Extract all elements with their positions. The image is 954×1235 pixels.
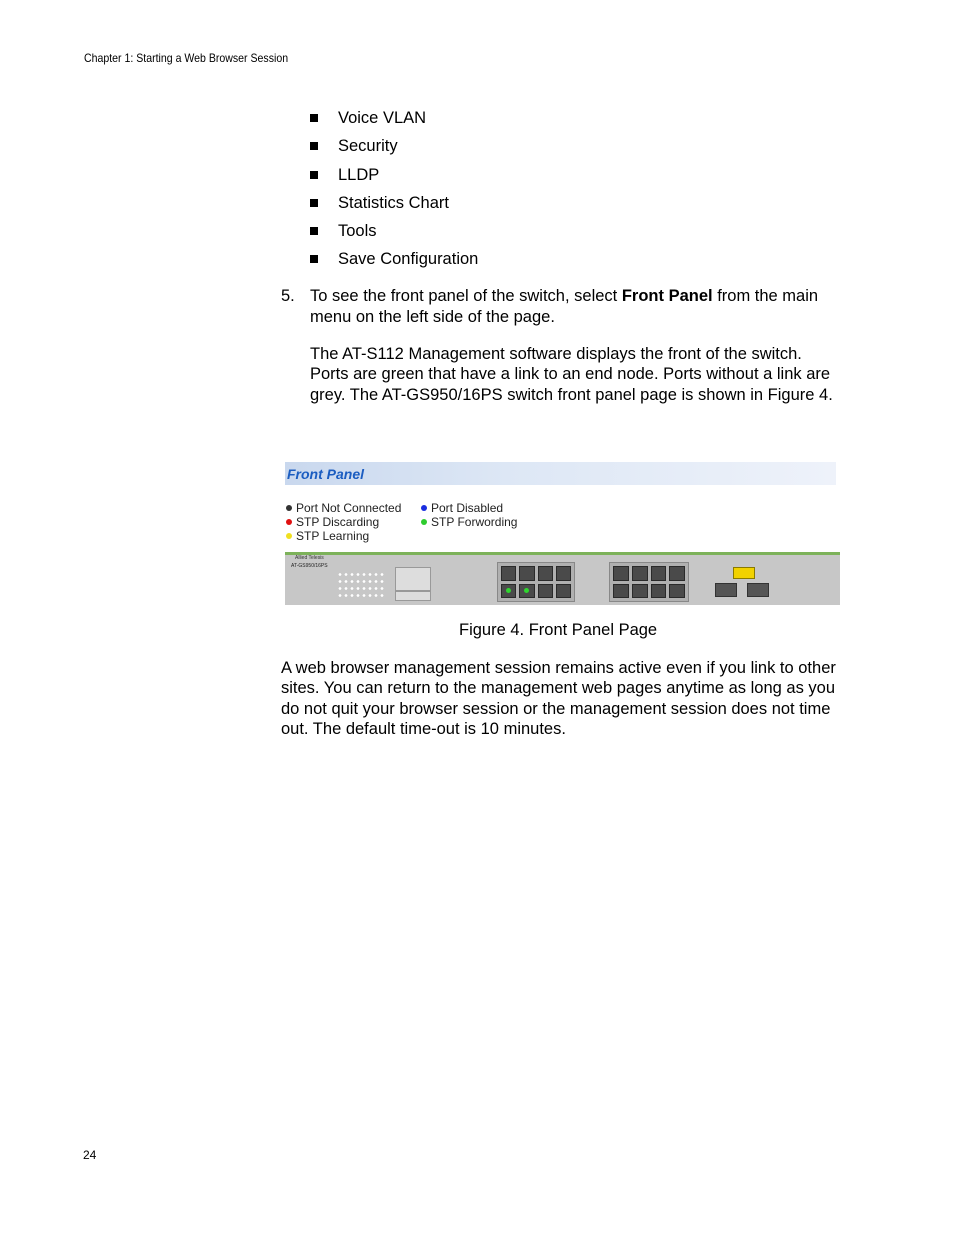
- switch-info-panel-lower: [395, 591, 431, 601]
- list-item: Security: [310, 135, 478, 163]
- rj45-port[interactable]: [632, 566, 648, 581]
- port-block-9-16: [609, 562, 689, 602]
- page-number: 24: [83, 1148, 97, 1162]
- rj45-port[interactable]: [519, 566, 534, 581]
- legend-dot-icon: [286, 505, 292, 511]
- rj45-port[interactable]: [538, 566, 553, 581]
- rj45-port[interactable]: [669, 566, 685, 581]
- status-led-grid: [337, 571, 385, 601]
- bullet-square-icon: [310, 114, 318, 122]
- legend-stp-learning: STP Learning: [286, 529, 369, 543]
- front-panel-figure: [285, 462, 840, 606]
- switch-front-panel-image: [285, 552, 840, 605]
- legend-dot-icon: [421, 519, 427, 525]
- legend-port-disabled: Port Disabled: [421, 501, 503, 515]
- sfp-port[interactable]: [715, 583, 737, 597]
- list-item: Save Configuration: [310, 248, 478, 276]
- front-panel-term: Front Panel: [621, 287, 713, 305]
- switch-brand-logo: Allied Telesis: [295, 555, 324, 561]
- list-item: Statistics Chart: [310, 192, 478, 220]
- legend-stp-forwording: STP Forwording: [421, 515, 517, 529]
- rj45-port[interactable]: [501, 584, 516, 599]
- rj45-port[interactable]: [632, 584, 648, 599]
- warning-label-icon: [733, 567, 755, 579]
- list-item: Voice VLAN: [310, 107, 478, 135]
- sfp-port[interactable]: [747, 583, 769, 597]
- rj45-port[interactable]: [613, 584, 629, 599]
- front-panel-title: Front Panel: [287, 466, 365, 482]
- running-header: Chapter 1: Starting a Web Browser Session: [84, 51, 289, 65]
- bullet-square-icon: [310, 199, 318, 207]
- rj45-port[interactable]: [613, 566, 629, 581]
- bullet-square-icon: [310, 255, 318, 263]
- front-panel-title-bar: [285, 462, 836, 485]
- legend-stp-discarding: STP Discarding: [286, 515, 379, 529]
- step-number: 5.: [281, 287, 295, 305]
- bullet-square-icon: [310, 227, 318, 235]
- legend-port-not-connected: Port Not Connected: [286, 501, 401, 515]
- legend-dot-icon: [286, 533, 292, 539]
- step-text: To see the front panel of the switch, select Front Panel from the main menu on the left side of the page.: [310, 287, 819, 326]
- bullet-square-icon: [310, 142, 318, 150]
- rj45-port[interactable]: [556, 584, 571, 599]
- rj45-port[interactable]: [651, 566, 667, 581]
- switch-model-label: AT-GS950/16PS: [291, 563, 328, 569]
- bullet-list: [310, 107, 478, 277]
- list-item: LLDP: [310, 164, 478, 192]
- bullet-square-icon: [310, 171, 318, 179]
- rj45-port[interactable]: [651, 584, 667, 599]
- port-block-1-8: [497, 562, 575, 602]
- rj45-port[interactable]: [669, 584, 685, 599]
- legend-dot-icon: [286, 519, 292, 525]
- paragraph-front-panel-description: The AT-S112 Management software displays the front of the switch. Ports are green that have a link to an end node. Ports without a link are grey. The AT-GS950/16PS switch front panel page is shown in Figure 4.: [310, 345, 833, 404]
- rj45-port[interactable]: [501, 566, 516, 581]
- paragraph-session-timeout: A web browser management session remains active even if you link to other sites. You can return to the management web pages anytime as long as you do not quit your browser session or the management session does not time out. The default time-out is 10 minutes.: [281, 659, 836, 739]
- rj45-port[interactable]: [556, 566, 571, 581]
- rj45-port[interactable]: [519, 584, 534, 599]
- rj45-port[interactable]: [538, 584, 553, 599]
- legend-dot-icon: [421, 505, 427, 511]
- list-item: Tools: [310, 220, 478, 248]
- switch-info-panel: [395, 567, 431, 591]
